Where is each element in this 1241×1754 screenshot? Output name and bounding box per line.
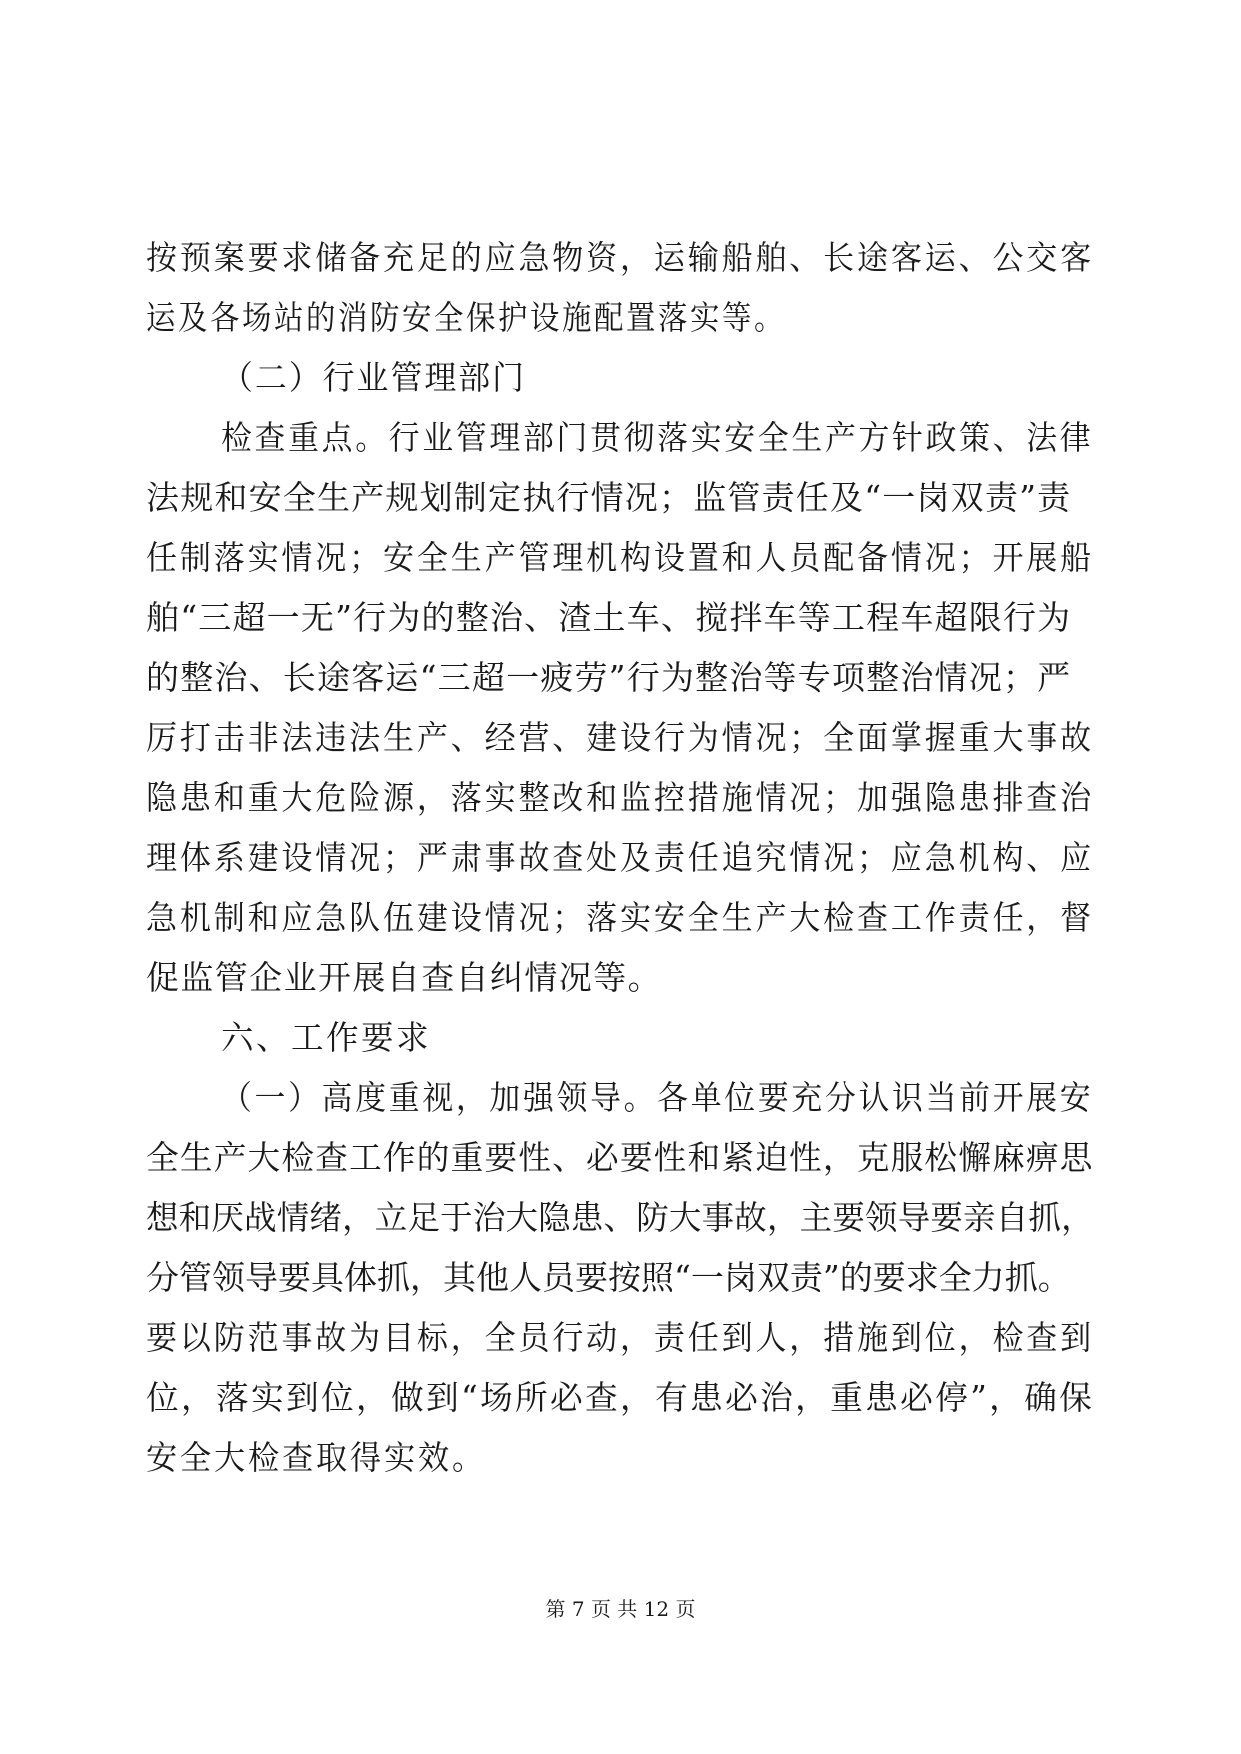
text-line: 舶“三超一无”行为的整治、渣土车、搅拌车等工程车超限行为 — [146, 598, 1072, 637]
text-line: 法规和安全生产规划制定执行情况；监管责任及“一岗双责”责 — [146, 478, 1072, 517]
text-line: 想和厌战情绪，立足于治大隐患、防大事故，主要领导要亲自抓， — [146, 1198, 1094, 1237]
text-line: 按预案要求储备充足的应急物资，运输船舶、长途客运、公交客 — [146, 238, 1095, 277]
text-line: 运及各场站的消防安全保护设施配置落实等。 — [146, 298, 787, 337]
text-line: 理体系建设情况；严肃事故查处及责任追究情况；应急机构、应 — [146, 838, 1095, 877]
text-line: 检查重点。行业管理部门贯彻落实安全生产方针政策、法律 — [221, 418, 1094, 457]
page-number: 第 7 页 共 12 页 — [545, 1597, 696, 1621]
text-line: 全生产大检查工作的重要性、必要性和紧迫性，克服松懈麻痹思 — [146, 1138, 1094, 1177]
text-line: 安全大检查取得实效。 — [146, 1438, 486, 1477]
text-line: （一）高度重视，加强领导。各单位要充分认识当前开展安 — [221, 1078, 1094, 1117]
text-line: 的整治、长途客运“三超一疲劳”行为整治等专项整治情况；严 — [146, 658, 1072, 697]
section-heading: （二）行业管理部门 — [221, 358, 527, 397]
text-line: 要以防范事故为目标，全员行动，责任到人，措施到位，检查到 — [146, 1318, 1095, 1357]
text-line: 厉打击非法违法生产、经营、建设行为情况；全面掌握重大事故 — [146, 718, 1095, 757]
text-line: 隐患和重大危险源，落实整改和监控措施情况；加强隐患排查治 — [146, 778, 1095, 817]
text-line: 促监管企业开展自查自纠情况等。 — [146, 958, 662, 997]
text-line: 分管领导要具体抓，其他人员要按照“一岗双责”的要求全力抓。 — [146, 1258, 1071, 1297]
text-line: 急机制和应急队伍建设情况；落实安全生产大检查工作责任，督 — [146, 898, 1095, 937]
section-heading: 六、工作要求 — [221, 1018, 431, 1057]
text-line: 位，落实到位，做到“场所必查，有患必治，重患必停”，确保 — [146, 1378, 1095, 1417]
text-line: 任制落实情况；安全生产管理机构设置和人员配备情况；开展船 — [146, 538, 1095, 577]
